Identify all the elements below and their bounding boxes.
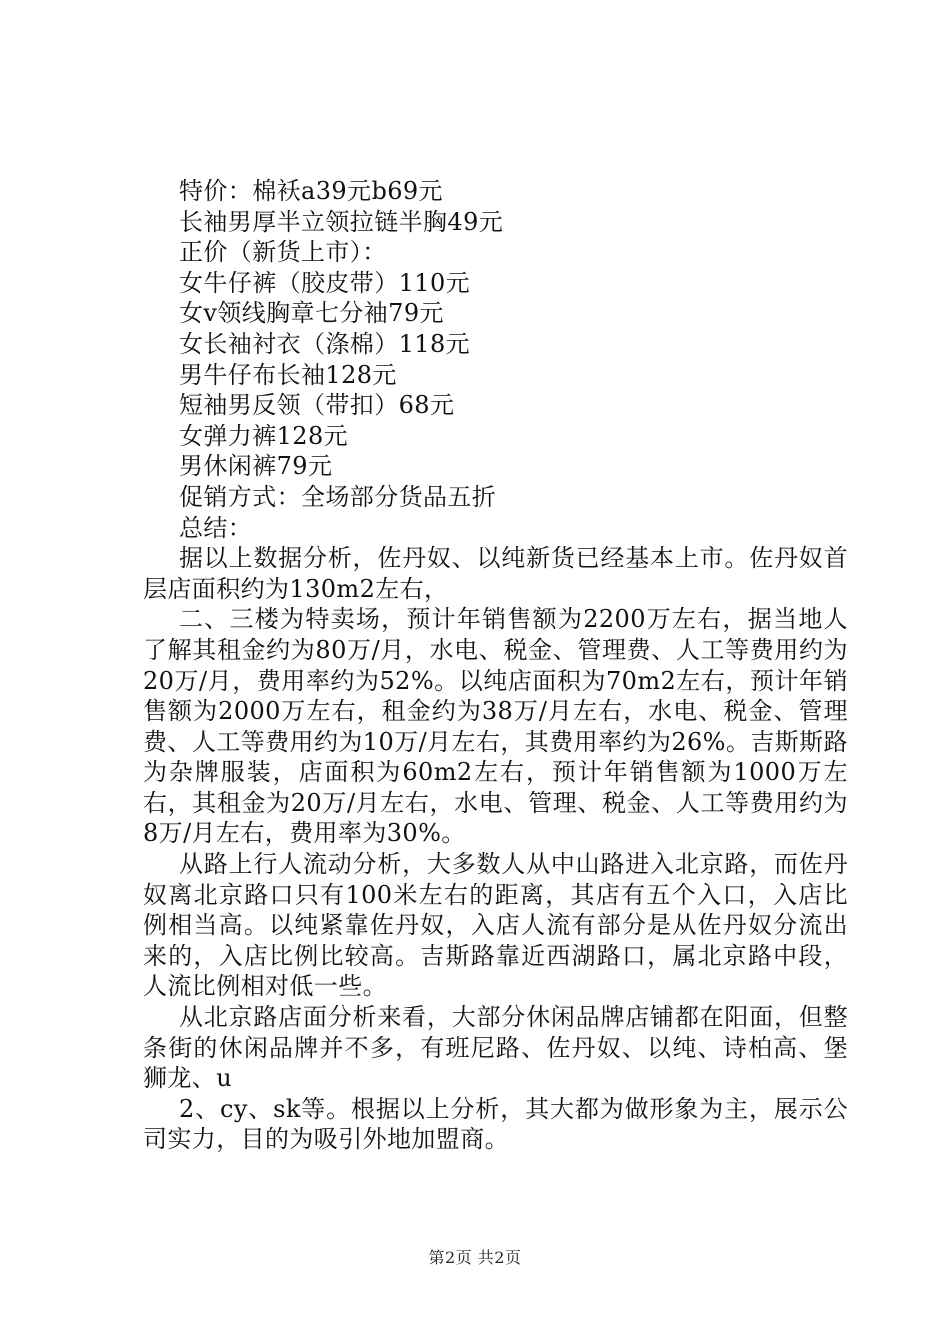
text-line: 特价：棉袄a39元b69元 <box>179 177 443 205</box>
text-line: 女牛仔裤（胶皮带）110元 <box>179 268 471 297</box>
text-line: 长袖男厚半立领拉链半胸49元 <box>179 207 504 236</box>
paragraph: 从路上行人流动分析，大多数人从中山路进入北京路，而佐丹奴离北京路口只有100米左右的距离，其店有五个入口，入店比例相当高。以纯紧靠佐丹奴，入店人流有部分是从佐丹奴分流出来的，入店比例比较高。吉斯路靠近西湖路口，属北京路中段，人流比例相对低一些。 <box>143 850 848 1001</box>
paragraph: 2、cy、sk等。根据以上分析，其大都为做形象为主，展示公司实力，目的为吸引外地加盟商。 <box>143 1094 848 1154</box>
document-body <box>143 176 848 1155</box>
text-line: 男休闲裤79元 <box>179 452 333 481</box>
text-line: 促销方式：全场部分货品五折 <box>179 482 497 511</box>
text-line: 短袖男反领（带扣）68元 <box>179 391 455 420</box>
paragraph: 据以上数据分析，佐丹奴、以纯新货已经基本上市。佐丹奴首层店面积约为130m2左右， <box>143 544 848 603</box>
text-line: 女v领线胸章七分袖79元 <box>179 299 444 328</box>
text-line: 男牛仔布长袖128元 <box>179 360 397 389</box>
text-line: 总结： <box>179 513 253 542</box>
text-line: 女长袖衬衣（涤棉）118元 <box>179 329 471 358</box>
text-line: 女弹力裤128元 <box>179 421 349 450</box>
paragraph: 从北京路店面分析来看，大部分休闲品牌店铺都在阳面，但整条街的休闲品牌并不多，有班尼路、佐丹奴、以纯、诗柏高、堡狮龙、u <box>143 1003 848 1093</box>
page-footer: 第2页 共2页 <box>428 1248 522 1267</box>
text-line: 正价（新货上市）： <box>179 238 387 267</box>
paragraph: 二、三楼为特卖场，预计年销售额为2200万左右，据当地人了解其租金约为80万/月，水电、税金、管理费、人工等费用约为20万/月，费用率约为52%。以纯店面积为70m2左右，预计年销售额为2000万左右，租金约为38万/月左右，水电、税金、管理费、人工等费用约为10万/月左右，其费用率约为26%。吉斯斯路为杂牌服装，店面积为60m2左右，预计年销售额为1000万左右，其租金为20万/月左右，水电、管理、税金、人工等费用约为8万/月左右，费用率为30%。 <box>143 605 848 848</box>
